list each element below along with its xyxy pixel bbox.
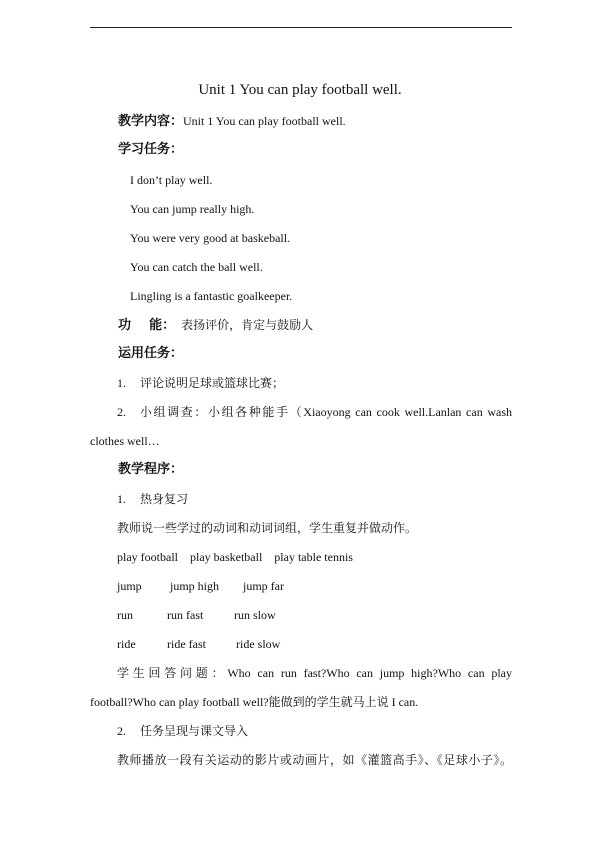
use-task-item-2	[117, 404, 512, 420]
use-task-num: 1.	[117, 376, 126, 390]
use-tasks-label: 运用任务：	[118, 346, 184, 361]
phrase: play table tennis	[274, 550, 353, 564]
phrase-row	[117, 549, 353, 565]
content-label: 教学内容：	[118, 114, 184, 129]
phrase: jump far	[243, 579, 284, 593]
task-item: I don’t play well.	[130, 173, 213, 187]
task-item: You can catch the ball well.	[130, 260, 263, 274]
use-task-item-2-cont: clothes well…	[90, 434, 160, 448]
phrase-row	[117, 636, 280, 652]
step-num: 1.	[117, 492, 126, 506]
question-line: football?Who can play football well?能做到的学生就马上说 I can.	[90, 695, 419, 709]
task-item: You can jump really high.	[130, 202, 255, 216]
function-label: 功 能：	[118, 318, 176, 333]
phrase: jump	[117, 579, 142, 593]
step-2-desc: 教师播放一段有关运动的影片或动画片，如《灌篮高手》、《足球小子》。	[117, 753, 512, 767]
step-title: 任务呈现与课文导入	[140, 724, 249, 738]
question-line: 学生回答问题：Who can run fast?Who can jump high?Who can play	[117, 666, 512, 680]
page-title: Unit 1 You can play football well.	[198, 82, 402, 98]
function-text: 表扬评价，肯定与鼓励人	[181, 318, 314, 332]
phrase: ride slow	[236, 637, 281, 651]
phrase-row	[117, 578, 284, 594]
use-task-item-1	[117, 375, 284, 391]
function-row	[118, 317, 313, 334]
task-item: Lingling is a fantastic goalkeeper.	[130, 289, 293, 303]
header-rule	[90, 27, 512, 28]
step-1-desc: 教师说一些学过的动词和动词词组，学生重复并做动作。	[117, 521, 418, 535]
step-2	[117, 723, 248, 739]
task-item: You were very good at baskeball.	[130, 231, 291, 245]
tasks-label: 学习任务：	[118, 142, 184, 157]
phrase: ride	[117, 637, 136, 651]
step-1	[117, 491, 188, 507]
phrase: play basketball	[189, 550, 263, 564]
phrase: ride fast	[167, 637, 206, 651]
phrase: run	[117, 608, 133, 622]
content-row	[118, 113, 346, 130]
use-task-num: 2.	[117, 405, 126, 419]
phrase: play football	[117, 550, 178, 564]
use-task-text: 小组调查：小组各种能手（Xiaoyong can cook well.Lanlan can wash	[139, 405, 512, 419]
phrase-row	[117, 607, 276, 623]
phrase: run fast	[167, 608, 204, 622]
procedure-label: 教学程序：	[118, 462, 184, 477]
content-text: Unit 1 You can play football well.	[183, 114, 346, 128]
phrase: run slow	[234, 608, 276, 622]
step-num: 2.	[117, 724, 126, 738]
use-task-text: 评论说明足球或篮球比赛；	[140, 376, 285, 390]
step-title: 热身复习	[140, 492, 189, 506]
phrase: jump high	[170, 579, 220, 593]
